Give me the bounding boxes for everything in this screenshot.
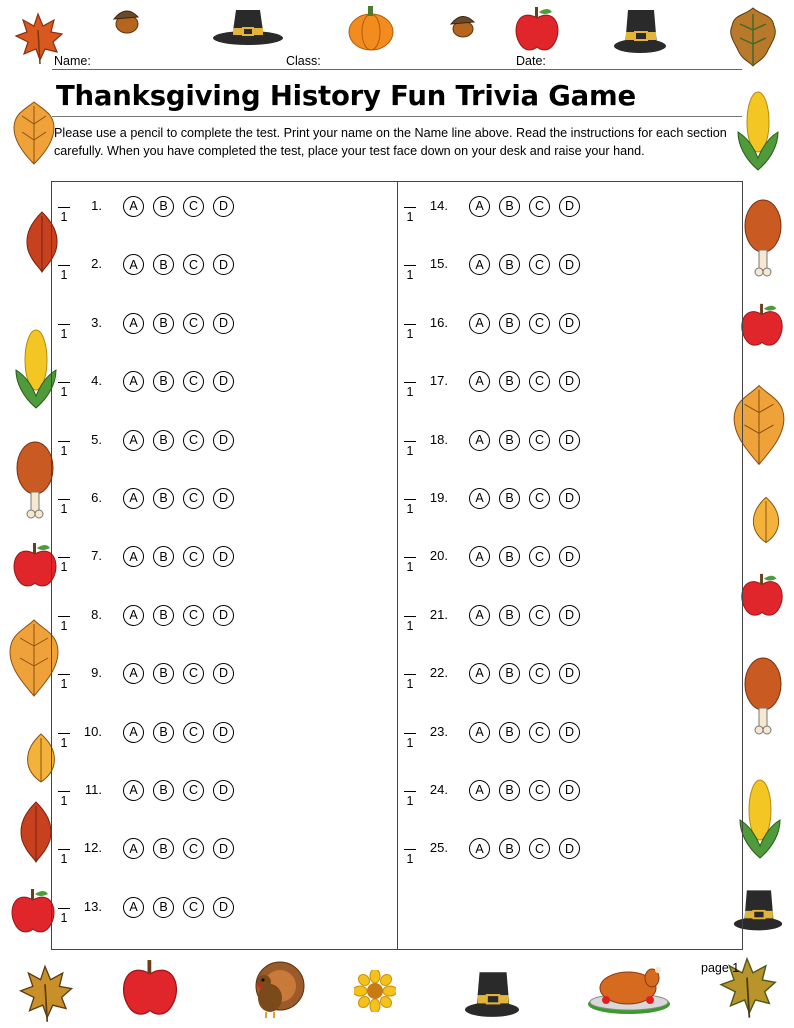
score-blank-line[interactable]	[58, 265, 70, 266]
answer-bubble-d[interactable]: D	[213, 722, 234, 743]
score-blank-line[interactable]	[404, 499, 416, 500]
points-possible: 1	[406, 502, 414, 516]
corn-icon	[736, 776, 784, 860]
answer-bubble-b[interactable]: B	[499, 430, 520, 451]
question-number: 7.	[91, 548, 102, 564]
answer-bubble-b[interactable]: B	[499, 254, 520, 275]
score-blank-line[interactable]	[58, 382, 70, 383]
answer-bubble-b[interactable]: B	[499, 196, 520, 217]
answer-options	[123, 663, 234, 684]
header-line	[52, 69, 742, 70]
answer-bubble-d[interactable]: D	[559, 663, 580, 684]
answer-bubble-c[interactable]: C	[529, 722, 550, 743]
answer-bubble-c[interactable]: C	[183, 196, 204, 217]
answer-bubble-d[interactable]: D	[559, 254, 580, 275]
answer-bubble-b[interactable]: B	[153, 488, 174, 509]
score-blank-line[interactable]	[404, 791, 416, 792]
score-field[interactable]	[404, 721, 416, 750]
answer-bubble-a[interactable]: A	[123, 371, 144, 392]
points-possible: 1	[60, 210, 68, 224]
answer-bubble-b[interactable]: B	[153, 371, 174, 392]
points-possible: 1	[60, 326, 68, 341]
answer-bubble-d[interactable]: D	[213, 897, 234, 918]
answer-bubble-a[interactable]: A	[469, 780, 490, 801]
answer-bubble-a[interactable]: A	[469, 488, 490, 509]
answer-column-right	[398, 182, 738, 949]
question-row	[398, 421, 738, 471]
answer-bubble-d[interactable]: D	[559, 371, 580, 392]
answer-bubble-c[interactable]: C	[183, 838, 204, 859]
score-field[interactable]	[404, 837, 416, 866]
answer-bubble-c[interactable]: C	[183, 488, 204, 509]
score-blank-line[interactable]	[58, 499, 70, 500]
maple-leaf-icon	[14, 962, 76, 1024]
score-blank-line[interactable]	[404, 382, 416, 383]
answer-bubble-c[interactable]: C	[529, 605, 550, 626]
question-row	[398, 713, 738, 763]
answer-bubble-d[interactable]: D	[213, 313, 234, 334]
question-number: 5.	[91, 431, 102, 447]
answer-bubble-b[interactable]: B	[153, 196, 174, 217]
answer-bubble-b[interactable]: B	[153, 546, 174, 567]
points-possible: 1	[60, 502, 68, 516]
answer-bubble-b[interactable]: B	[499, 546, 520, 567]
answer-bubble-c[interactable]: C	[529, 780, 550, 801]
answer-bubble-d[interactable]: D	[559, 488, 580, 509]
answer-sheet	[51, 181, 743, 950]
points-possible: 1	[60, 794, 68, 808]
answer-options	[123, 838, 234, 859]
answer-bubble-b[interactable]: B	[153, 430, 174, 451]
answer-bubble-d[interactable]: D	[559, 196, 580, 217]
answer-bubble-c[interactable]: C	[529, 838, 550, 859]
question-number: 22.	[429, 665, 448, 681]
score-blank-line[interactable]	[58, 616, 70, 617]
answer-bubble-a[interactable]: A	[123, 838, 144, 859]
score-blank-line[interactable]	[404, 849, 416, 850]
points-possible: 1	[406, 618, 414, 633]
apple-icon	[736, 300, 788, 352]
answer-options	[123, 605, 234, 626]
score-field[interactable]	[58, 896, 70, 925]
question-number: 9.	[91, 665, 102, 681]
apple-icon	[116, 956, 184, 1022]
answer-options	[123, 780, 234, 801]
question-row	[398, 304, 738, 354]
score-field[interactable]	[404, 662, 416, 691]
question-row	[52, 362, 392, 412]
question-row	[398, 479, 738, 529]
question-number: 17.	[429, 373, 448, 389]
answer-bubble-b[interactable]: B	[499, 722, 520, 743]
sunflower-icon	[354, 970, 396, 1012]
question-number: 16.	[429, 314, 448, 330]
answer-bubble-c[interactable]: C	[183, 780, 204, 801]
question-number: 13.	[83, 898, 102, 914]
oak-leaf-icon	[10, 100, 58, 166]
answer-bubble-b[interactable]: B	[499, 313, 520, 334]
points-possible: 1	[406, 677, 414, 692]
question-number: 11.	[84, 782, 102, 797]
answer-bubble-c[interactable]: C	[183, 430, 204, 451]
answer-bubble-a[interactable]: A	[123, 254, 144, 275]
turkey-leg-icon	[742, 656, 784, 738]
question-number: 20.	[429, 548, 448, 564]
score-blank-line[interactable]	[404, 324, 416, 325]
answer-bubble-a[interactable]: A	[469, 663, 490, 684]
score-blank-line[interactable]	[58, 791, 70, 792]
answer-bubble-b[interactable]: B	[499, 780, 520, 801]
answer-bubble-a[interactable]: A	[123, 488, 144, 509]
answer-column-left	[52, 182, 392, 949]
question-row	[52, 654, 392, 704]
question-number: 14.	[429, 198, 448, 213]
points-possible: 1	[406, 385, 414, 400]
page-number: page 1	[701, 961, 740, 975]
question-row	[398, 829, 738, 879]
question-number: 19.	[429, 490, 448, 505]
score-blank-line[interactable]	[58, 733, 70, 734]
answer-bubble-c[interactable]: C	[183, 897, 204, 918]
answer-options	[469, 838, 580, 859]
answer-options	[469, 196, 580, 217]
question-number: 10.	[83, 723, 102, 739]
turkey-leg-icon	[742, 198, 784, 280]
answer-bubble-a[interactable]: A	[469, 605, 490, 626]
points-possible: 1	[406, 210, 414, 224]
answer-options	[123, 546, 234, 567]
score-field[interactable]	[58, 487, 70, 516]
answer-bubble-c[interactable]: C	[529, 488, 550, 509]
answer-bubble-c[interactable]: C	[183, 605, 204, 626]
points-possible: 1	[60, 852, 68, 867]
answer-options	[469, 780, 580, 801]
answer-bubble-c[interactable]: C	[183, 663, 204, 684]
corn-icon	[734, 88, 782, 172]
date-field-label: Date:	[516, 54, 546, 68]
score-field[interactable]	[404, 370, 416, 399]
question-number: 18.	[429, 431, 448, 447]
pilgrim-hat-icon	[462, 966, 522, 1020]
apple-icon	[736, 570, 788, 622]
answer-bubble-d[interactable]: D	[213, 371, 234, 392]
score-field[interactable]	[404, 429, 416, 458]
answer-bubble-a[interactable]: A	[469, 313, 490, 334]
answer-bubble-c[interactable]: C	[183, 722, 204, 743]
question-number: 1.	[91, 198, 102, 213]
points-possible: 1	[406, 852, 414, 867]
answer-options	[469, 663, 580, 684]
pumpkin-icon	[346, 0, 396, 52]
answer-bubble-a[interactable]: A	[123, 196, 144, 217]
question-row	[52, 421, 392, 471]
answer-bubble-a[interactable]: A	[123, 663, 144, 684]
answer-bubble-b[interactable]: B	[499, 371, 520, 392]
answer-bubble-c[interactable]: C	[183, 546, 204, 567]
question-number: 12.	[83, 840, 102, 856]
score-field[interactable]	[404, 604, 416, 633]
answer-bubble-b[interactable]: B	[499, 605, 520, 626]
score-field[interactable]	[58, 370, 70, 399]
question-row	[52, 888, 392, 938]
points-possible: 1	[406, 326, 414, 341]
answer-options	[469, 254, 580, 275]
answer-options	[123, 196, 234, 217]
answer-bubble-d[interactable]: D	[213, 196, 234, 217]
points-possible: 1	[60, 618, 68, 633]
answer-bubble-d[interactable]: D	[559, 546, 580, 567]
question-number: 23.	[429, 723, 448, 739]
score-blank-line[interactable]	[404, 557, 416, 558]
pilgrim-hat-icon	[612, 4, 668, 56]
points-possible: 1	[60, 735, 68, 750]
score-field[interactable]	[58, 779, 70, 808]
answer-bubble-b[interactable]: B	[499, 663, 520, 684]
score-blank-line[interactable]	[58, 207, 70, 208]
points-possible: 1	[60, 677, 68, 692]
question-row	[52, 479, 392, 529]
points-possible: 1	[406, 443, 414, 458]
question-row	[52, 304, 392, 354]
score-blank-line[interactable]	[404, 265, 416, 266]
answer-bubble-d[interactable]: D	[213, 254, 234, 275]
question-number: 24.	[429, 782, 448, 797]
pilgrim-hat-icon	[212, 4, 284, 46]
acorn-icon	[446, 12, 478, 40]
answer-options	[469, 546, 580, 567]
answer-bubble-c[interactable]: C	[529, 196, 550, 217]
score-field[interactable]	[58, 662, 70, 691]
answer-bubble-d[interactable]: D	[213, 488, 234, 509]
question-number: 15.	[429, 256, 448, 272]
answer-bubble-a[interactable]: A	[469, 722, 490, 743]
question-number: 6.	[91, 490, 102, 505]
score-blank-line[interactable]	[58, 557, 70, 558]
answer-bubble-c[interactable]: C	[529, 430, 550, 451]
points-possible: 1	[60, 560, 68, 575]
score-blank-line[interactable]	[58, 324, 70, 325]
answer-bubble-c[interactable]: C	[183, 254, 204, 275]
answer-bubble-d[interactable]: D	[213, 605, 234, 626]
question-row	[52, 537, 392, 587]
oak-leaf-icon	[722, 4, 784, 70]
answer-bubble-a[interactable]: A	[123, 430, 144, 451]
apple-icon	[510, 4, 564, 54]
answer-bubble-a[interactable]: A	[469, 838, 490, 859]
answer-bubble-a[interactable]: A	[123, 897, 144, 918]
score-blank-line[interactable]	[404, 207, 416, 208]
answer-options	[123, 722, 234, 743]
answer-options	[469, 488, 580, 509]
answer-options	[123, 254, 234, 275]
question-row	[398, 187, 738, 237]
question-number: 2.	[91, 256, 102, 272]
question-row	[398, 537, 738, 587]
roast-turkey-icon	[586, 964, 672, 1016]
question-row	[52, 187, 392, 237]
score-blank-line[interactable]	[58, 674, 70, 675]
points-possible: 1	[60, 385, 68, 400]
answer-bubble-b[interactable]: B	[499, 488, 520, 509]
answer-bubble-c[interactable]: C	[183, 313, 204, 334]
score-field[interactable]	[58, 721, 70, 750]
score-field[interactable]	[404, 253, 416, 282]
answer-bubble-c[interactable]: C	[529, 313, 550, 334]
points-possible: 1	[406, 560, 414, 575]
instructions-text: Please use a pencil to complete the test. Print your name on the Name line above. Read the instructions for each section carefully. When you have completed the test, place your test face down on your desk and raise your hand.	[54, 126, 727, 158]
answer-bubble-b[interactable]: B	[153, 722, 174, 743]
answer-bubble-d[interactable]: D	[559, 838, 580, 859]
question-number: 25.	[429, 840, 448, 856]
score-field[interactable]	[58, 604, 70, 633]
name-field-label: Name:	[54, 54, 91, 68]
question-row	[52, 829, 392, 879]
answer-bubble-d[interactable]: D	[559, 722, 580, 743]
question-number: 3.	[91, 314, 102, 330]
score-blank-line[interactable]	[404, 441, 416, 442]
answer-options	[469, 313, 580, 334]
points-possible: 1	[406, 268, 414, 283]
answer-bubble-b[interactable]: B	[153, 838, 174, 859]
turkey-icon	[244, 958, 308, 1018]
score-field[interactable]	[58, 545, 70, 574]
question-row	[398, 596, 738, 646]
answer-bubble-c[interactable]: C	[529, 663, 550, 684]
answer-options	[123, 430, 234, 451]
answer-bubble-a[interactable]: A	[469, 430, 490, 451]
score-field[interactable]	[404, 487, 416, 516]
answer-bubble-a[interactable]: A	[469, 371, 490, 392]
answer-options	[469, 371, 580, 392]
score-blank-line[interactable]	[404, 616, 416, 617]
score-blank-line[interactable]	[58, 849, 70, 850]
score-field[interactable]	[404, 779, 416, 808]
question-row	[52, 771, 392, 821]
answer-bubble-d[interactable]: D	[213, 780, 234, 801]
answer-bubble-b[interactable]: B	[153, 254, 174, 275]
answer-bubble-c[interactable]: C	[529, 254, 550, 275]
answer-bubble-b[interactable]: B	[153, 780, 174, 801]
answer-bubble-b[interactable]: B	[153, 605, 174, 626]
score-field[interactable]	[58, 312, 70, 341]
question-number: 8.	[91, 606, 102, 622]
question-row	[52, 596, 392, 646]
answer-bubble-a[interactable]: A	[469, 196, 490, 217]
answer-options	[123, 897, 234, 918]
answer-bubble-a[interactable]: A	[469, 254, 490, 275]
question-row	[52, 245, 392, 295]
answer-bubble-a[interactable]: A	[123, 722, 144, 743]
oak-leaf-icon	[750, 494, 782, 546]
score-blank-line[interactable]	[404, 733, 416, 734]
question-row	[398, 654, 738, 704]
points-possible: 1	[60, 910, 68, 925]
score-field[interactable]	[58, 195, 70, 224]
maple-leaf-icon	[16, 800, 56, 864]
answer-bubble-a[interactable]: A	[123, 780, 144, 801]
score-field[interactable]	[58, 837, 70, 866]
question-row	[52, 713, 392, 763]
answer-bubble-c[interactable]: C	[529, 371, 550, 392]
answer-bubble-d[interactable]: D	[559, 430, 580, 451]
answer-bubble-d[interactable]: D	[213, 663, 234, 684]
question-row	[398, 771, 738, 821]
score-field[interactable]	[58, 253, 70, 282]
question-row	[398, 362, 738, 412]
page-title: Thanksgiving History Fun Trivia Game	[56, 80, 636, 112]
answer-bubble-d[interactable]: D	[559, 313, 580, 334]
answer-options	[469, 430, 580, 451]
score-field[interactable]	[58, 429, 70, 458]
points-possible: 1	[60, 443, 68, 458]
answer-options	[123, 488, 234, 509]
answer-bubble-d[interactable]: D	[559, 605, 580, 626]
points-possible: 1	[60, 268, 68, 283]
points-possible: 1	[406, 735, 414, 750]
question-number: 21.	[429, 606, 448, 622]
answer-options	[469, 722, 580, 743]
score-blank-line[interactable]	[58, 441, 70, 442]
class-field-label: Class:	[286, 54, 321, 68]
answer-bubble-b[interactable]: B	[153, 663, 174, 684]
answer-bubble-b[interactable]: B	[499, 838, 520, 859]
score-blank-line[interactable]	[404, 674, 416, 675]
question-number: 4.	[91, 373, 102, 389]
score-field[interactable]	[404, 195, 416, 224]
answer-bubble-b[interactable]: B	[153, 897, 174, 918]
question-row	[398, 245, 738, 295]
answer-options	[469, 605, 580, 626]
answer-options	[123, 313, 234, 334]
answer-bubble-b[interactable]: B	[153, 313, 174, 334]
answer-bubble-a[interactable]: A	[469, 546, 490, 567]
score-blank-line[interactable]	[58, 908, 70, 909]
answer-bubble-d[interactable]: D	[213, 546, 234, 567]
answer-bubble-d[interactable]: D	[213, 838, 234, 859]
acorn-icon	[108, 6, 144, 36]
score-field[interactable]	[404, 312, 416, 341]
answer-bubble-c[interactable]: C	[183, 371, 204, 392]
points-possible: 1	[406, 794, 414, 808]
answer-bubble-a[interactable]: A	[123, 546, 144, 567]
answer-bubble-a[interactable]: A	[123, 313, 144, 334]
score-field[interactable]	[404, 545, 416, 574]
answer-bubble-d[interactable]: D	[559, 780, 580, 801]
answer-bubble-d[interactable]: D	[213, 430, 234, 451]
turkey-leg-icon	[14, 440, 56, 522]
answer-bubble-a[interactable]: A	[123, 605, 144, 626]
answer-bubble-c[interactable]: C	[529, 546, 550, 567]
answer-options	[123, 371, 234, 392]
title-underline	[52, 116, 742, 117]
